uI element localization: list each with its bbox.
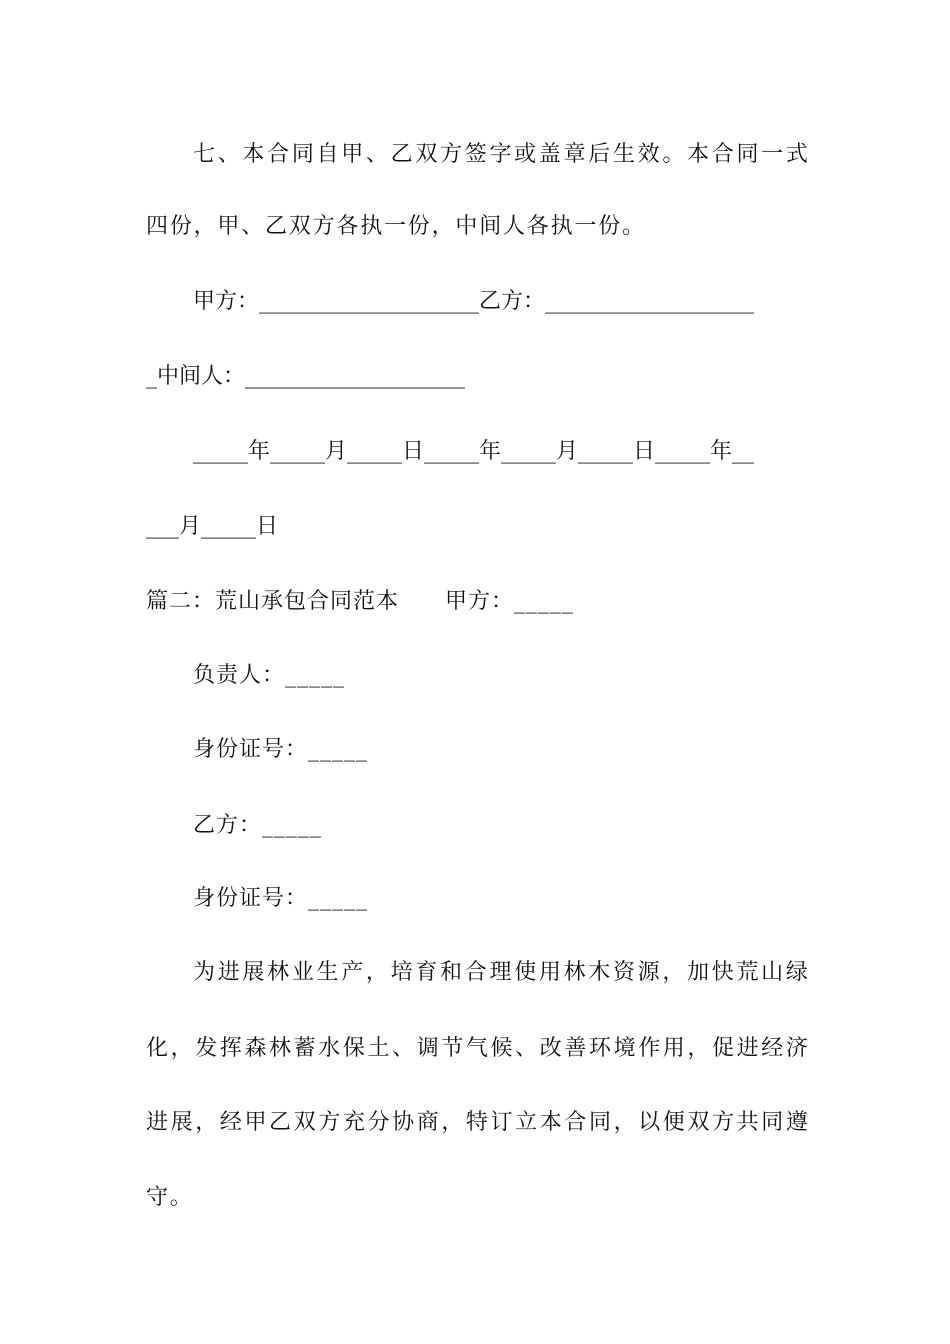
preamble-line-3: 进 展 ， 经 甲 乙 双 方 充 分 协 商 ， 特 订 立 本 合 同 ， 以 便 双 方 共 同 遵 [146, 1110, 808, 1135]
clause-7-line-1: 七 、 本 合 同 自 甲 、 乙 双 方 签 字 或 盖 章 后 生 效 。 本 合 同 一 式 [193, 142, 808, 167]
signature-parties-line: 甲方：____________________乙方：___________________ [193, 289, 755, 314]
signature-date-line-2: ___月_____日 [146, 514, 279, 539]
preamble-line-2: 化 ， 发 挥 森 林 蓄 水 保 土 、 调 节 气 候 、 改 善 环 境 作 用 ， 促 进 经 济 [146, 1036, 808, 1061]
clause-7-line-2: 四份，甲、乙双方各执一份，中间人各执一份。 [146, 214, 646, 239]
signature-intermediary-line: _中间人：____________________ [146, 364, 466, 389]
party-b-id-field: 身份证号：_____ [193, 886, 369, 911]
signature-date-line-1: _____年_____月_____日_____年_____月_____日_____年__ [193, 439, 755, 464]
preamble-line-1: 为 进 展 林 业 生 产 ， 培 育 和 合 理 使 用 林 木 资 源 ， 加 快 荒 山 绿 [193, 960, 808, 985]
party-a-id-field: 身份证号：_____ [193, 737, 369, 762]
section-2-heading: 篇二：荒山承包合同范本 甲方：_____ [146, 589, 575, 614]
responsible-person-field: 负责人：_____ [193, 663, 346, 688]
preamble-line-4: 守。 [146, 1185, 194, 1210]
party-b-field: 乙方：_____ [193, 813, 323, 838]
